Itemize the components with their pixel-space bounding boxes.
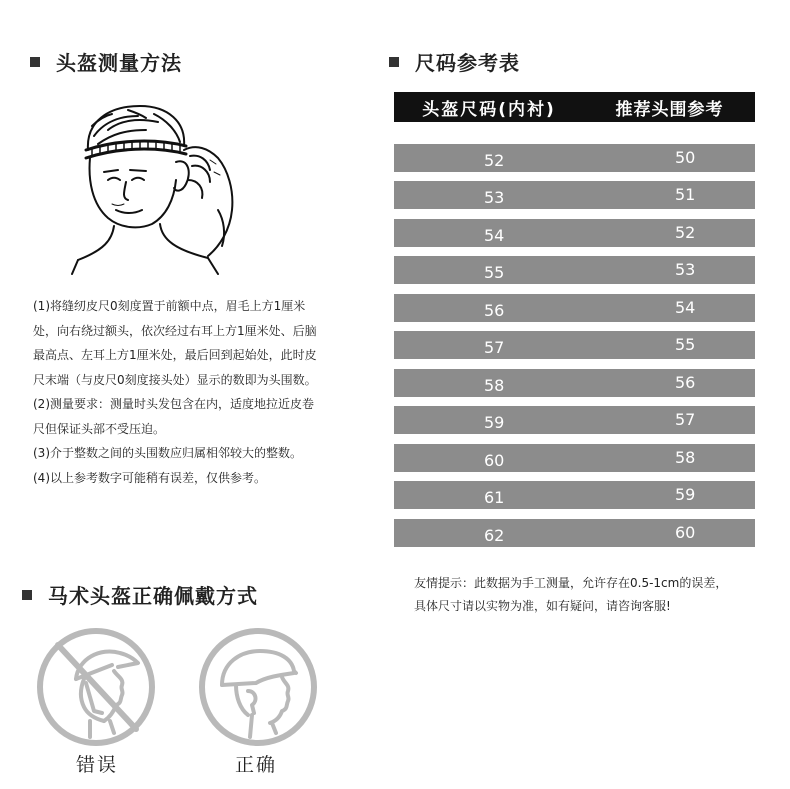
table-row xyxy=(394,219,755,247)
helmet-size-cell: 60 xyxy=(484,451,505,470)
size-note xyxy=(414,572,774,618)
table-row xyxy=(394,369,755,397)
helmet-size-cell: 59 xyxy=(484,413,505,432)
table-row xyxy=(394,256,755,284)
table-row xyxy=(394,519,755,547)
helmet-size-cell: 56 xyxy=(484,301,505,320)
table-row xyxy=(394,144,755,172)
table-row xyxy=(394,181,755,209)
head-circ-cell: 60 xyxy=(675,523,696,542)
helmet-size-cell: 61 xyxy=(484,488,505,507)
table-row xyxy=(394,444,755,472)
head-circ-cell: 56 xyxy=(675,373,696,392)
square-bullet-icon xyxy=(22,590,32,600)
table-row xyxy=(394,294,755,322)
instruction-1: (1)将缝纫皮尺0刻度置于前额中点，眉毛上方1厘米处，向右绕过额头，依次经过右耳上方1厘米处、后脑最高点、左耳上方1厘米处，最后回到起始处，此时皮尺末端（与皮尺0刻度接头处）显示的数即为头围数。 xyxy=(33,299,317,387)
helmet-wrong-wear-icon xyxy=(34,625,158,749)
head-circ-cell: 57 xyxy=(675,410,696,429)
header-helmet-size: 头盔尺码(内衬) xyxy=(422,99,556,120)
helmet-size-cell: 52 xyxy=(484,151,505,170)
head-circ-cell: 53 xyxy=(675,260,696,279)
measure-section-title xyxy=(30,47,182,76)
header-head-circumference: 推荐头围参考 xyxy=(615,99,724,120)
head-circ-cell: 59 xyxy=(675,485,696,504)
helmet-size-cell: 55 xyxy=(484,263,505,282)
head-circ-cell: 54 xyxy=(675,298,696,317)
note-line-1: 友情提示：此数据为手工测量，允许存在0.5-1cm的误差， xyxy=(414,576,728,590)
wrong-label: 错误 xyxy=(76,754,119,776)
helmet-size-cell: 53 xyxy=(484,188,505,207)
helmet-size-cell: 57 xyxy=(484,338,505,357)
instruction-2: (2)测量要求：测量时头发包含在内，适度地拉近皮卷尺但保证头部不受压迫。 xyxy=(33,397,315,436)
table-row xyxy=(394,481,755,509)
measure-instructions xyxy=(33,294,323,490)
helmet-size-cell: 54 xyxy=(484,226,505,245)
helmet-size-cell: 62 xyxy=(484,526,505,545)
size-table xyxy=(394,92,755,545)
helmet-right-wear-icon xyxy=(196,625,320,749)
head-circ-cell: 51 xyxy=(675,185,696,204)
instruction-3: (3)介于整数之间的头围数应归属相邻较大的整数。 xyxy=(33,446,302,460)
size-table-header xyxy=(394,92,755,122)
measure-title-text: 头盔测量方法 xyxy=(56,51,182,75)
note-line-2: 具体尺寸请以实物为准，如有疑问，请咨询客服! xyxy=(414,599,671,613)
size-chart-title-text: 尺码参考表 xyxy=(415,51,520,75)
table-row xyxy=(394,331,755,359)
head-circ-cell: 50 xyxy=(675,148,696,167)
man-measuring-head-icon xyxy=(68,100,248,275)
wear-title-text: 马术头盔正确佩戴方式 xyxy=(48,584,258,608)
head-circ-cell: 52 xyxy=(675,223,696,242)
square-bullet-icon xyxy=(30,57,40,67)
table-row xyxy=(394,406,755,434)
head-circ-cell: 55 xyxy=(675,335,696,354)
wear-section-title xyxy=(22,580,258,609)
instruction-4: (4)以上参考数字可能稍有误差，仅供参考。 xyxy=(33,470,266,485)
square-bullet-icon xyxy=(389,57,399,67)
helmet-size-cell: 58 xyxy=(484,376,505,395)
head-circ-cell: 58 xyxy=(675,448,696,467)
right-label: 正确 xyxy=(235,754,278,776)
size-chart-title xyxy=(389,47,520,76)
